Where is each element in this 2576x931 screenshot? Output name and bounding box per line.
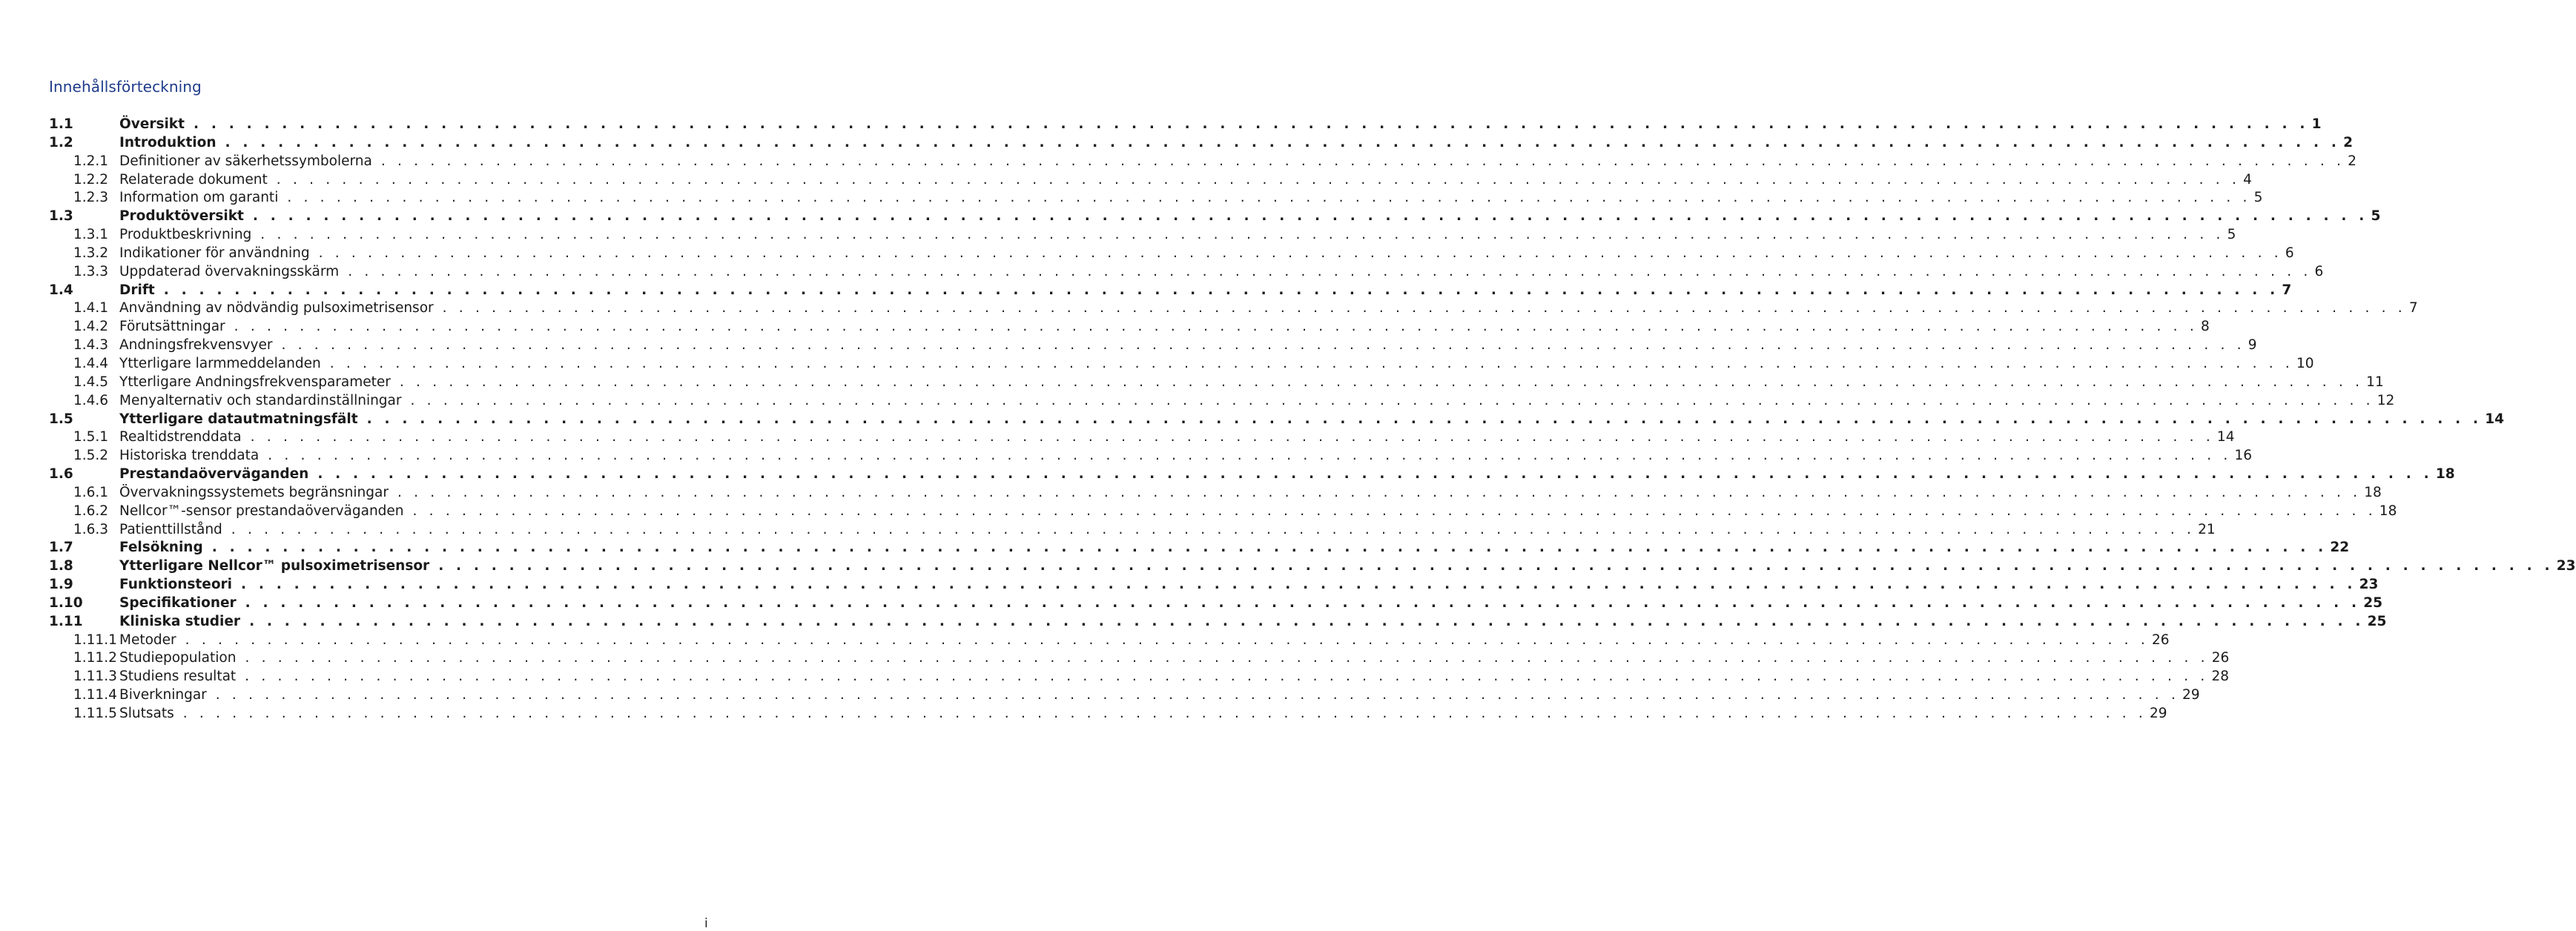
toc-entry-line [119, 521, 2216, 540]
toc-entry-number: 1.11 [49, 613, 83, 629]
toc-entry-label: Ytterligare Nellcor™ pulsoximetrisensor [119, 558, 430, 574]
toc-dot-leader: . . . . . . . . . . . . . . . . . . . . . . . . . . . . . . . . . . . . . . . . . . . . . . . . . . . . . . . . . . . . . . . . . . . . . . . . . . . . . . . . . . . . . . . . . . . . . . . . . . . . . . . . . . . . . . . . . . . . . . . . [215, 687, 2180, 703]
toc-entry[interactable] [49, 153, 2357, 171]
toc-entry-page: 14 [2216, 429, 2235, 445]
toc-entry-page: 18 [2364, 484, 2382, 500]
toc-entry-page: 18 [2379, 503, 2397, 519]
toc-dot-leader: . . . . . . . . . . . . . . . . . . . . . . . . . . . . . . . . . . . . . . . . . . . . . . . . . . . . . . . . . . . . . . . . . . . . . . . . . . . . . . . . . . . . . . . . . . . . . . . . . . . . . . . . . . . . . . . . . . . . . . . . [317, 466, 2433, 483]
toc-entry-number: 1.5 [49, 411, 73, 427]
toc-entry[interactable] [49, 282, 2292, 300]
toc-entry-page: 21 [2198, 521, 2216, 537]
toc-entry-page: 10 [2296, 355, 2314, 371]
toc-dot-leader: . . . . . . . . . . . . . . . . . . . . . . . . . . . . . . . . . . . . . . . . . . . . . . . . . . . . . . . . . . . . . . . . . . . . . . . . . . . . . . . . . . . . . . . . . . . . . . . . . . . . . . . . . . . . . . . . . . . . . . . . [260, 227, 2225, 243]
toc-entry-number: 1.2.2 [73, 171, 109, 188]
toc-entry-number: 1.4.3 [73, 337, 109, 354]
toc-entry[interactable] [49, 594, 2383, 613]
toc-entry-number: 1.7 [49, 540, 73, 556]
toc-entry-line [119, 116, 2322, 134]
toc-entry-line [119, 632, 2170, 650]
toc-entry[interactable] [49, 521, 2216, 540]
toc-dot-leader: . . . . . . . . . . . . . . . . . . . . . . . . . . . . . . . . . . . . . . . . . . . . . . . . . . . . . . . . . . . . . . . . . . . . . . . . . . . . . . . . . . . . . . . . . . . . . . . . . . . . . . . . . . . . . . . . . . . . . . . . [231, 521, 2196, 537]
toc-entry-label: Produktbeskrivning [119, 227, 252, 243]
toc-dot-leader: . . . . . . . . . . . . . . . . . . . . . . . . . . . . . . . . . . . . . . . . . . . . . . . . . . . . . . . . . . . . . . . . . . . . . . . . . . . . . . . . . . . . . . . . . . . . . . . . . . . . . . . . . . . . . . . . . . . . . . . . [193, 116, 2309, 132]
toc-entry-page: 25 [2367, 613, 2387, 629]
toc-entry[interactable] [49, 374, 2384, 392]
toc-entry-number: 1.9 [49, 577, 73, 593]
toc-entry-label: Studiepopulation [119, 650, 237, 666]
toc-entry[interactable] [49, 686, 2200, 705]
toc-entry-line [119, 134, 2353, 153]
toc-entry-label: Produktöversikt [119, 208, 244, 225]
toc-entry-label: Användning av nödvändig pulsoximetrisensor [119, 300, 434, 317]
toc-entry-line [119, 466, 2455, 484]
toc-entry-line [119, 428, 2235, 447]
toc-dot-leader: . . . . . . . . . . . . . . . . . . . . . . . . . . . . . . . . . . . . . . . . . . . . . . . . . . . . . . . . . . . . . . . . . . . . . . . . . . . . . . . . . . . . . . . . . . . . . . . . . . . . . . . . . . . . . . . . . . . . . . . . [245, 669, 2209, 685]
toc-entry-number: 1.2 [49, 134, 73, 150]
toc-dot-leader: . . . . . . . . . . . . . . . . . . . . . . . . . . . . . . . . . . . . . . . . . . . . . . . . . . . . . . . . . . . . . . . . . . . . . . . . . . . . . . . . . . . . . . . . . . . . . . . . . . . . . . . . . . . . . . . . . . . . . . . . [268, 448, 2232, 464]
toc-entry[interactable] [49, 411, 2504, 429]
toc-dot-leader: . . . . . . . . . . . . . . . . . . . . . . . . . . . . . . . . . . . . . . . . . . . . . . . . . . . . . . . . . . . . . . . . . . . . . . . . . . . . . . . . . . . . . . . . . . . . . . . . . . . . . . . . . . . . . . . . . . . . . . . . [182, 706, 2147, 721]
toc-dot-leader: . . . . . . . . . . . . . . . . . . . . . . . . . . . . . . . . . . . . . . . . . . . . . . . . . . . . . . . . . . . . . . . . . . . . . . . . . . . . . . . . . . . . . . . . . . . . . . . . . . . . . . . . . . . . . . . . . . . . . . . . [225, 134, 2341, 150]
toc-entry[interactable] [49, 428, 2235, 447]
toc-entry-number: 1.3 [49, 208, 73, 225]
toc-entry[interactable] [49, 632, 2170, 650]
toc-dot-leader: . . . . . . . . . . . . . . . . . . . . . . . . . . . . . . . . . . . . . . . . . . . . . . . . . . . . . . . . . . . . . . . . . . . . . . . . . . . . . . . . . . . . . . . . . . . . . . . . . . . . . . . . . . . . . . . . . . . . . . . . [399, 374, 2364, 390]
toc-entry-number: 1.4 [49, 282, 73, 298]
toc-heading: Innehållsförteckning [49, 78, 202, 96]
toc-entry-line [119, 263, 2324, 282]
toc-entry[interactable] [49, 539, 2350, 557]
page-number: i [704, 916, 708, 931]
toc-entry[interactable] [49, 447, 2253, 466]
toc-entry-page: 12 [2377, 392, 2395, 408]
toc-entry-label: Metoder [119, 632, 176, 648]
toc-dot-leader: . . . . . . . . . . . . . . . . . . . . . . . . . . . . . . . . . . . . . . . . . . . . . . . . . . . . . . . . . . . . . . . . . . . . . . . . . . . . . . . . . . . . . . . . . . . . . . . . . . . . . . . . . . . . . . . . . . . . . . . . [234, 319, 2198, 335]
toc-entry-line [119, 557, 2576, 576]
toc-entry[interactable] [49, 208, 2381, 226]
toc-entry[interactable] [49, 189, 2263, 208]
toc-dot-leader: . . . . . . . . . . . . . . . . . . . . . . . . . . . . . . . . . . . . . . . . . . . . . . . . . . . . . . . . . . . . . . . . . . . . . . . . . . . . . . . . . . . . . . . . . . . . . . . . . . . . . . . . . . . . . . . . . . . . . . . . [281, 337, 2245, 354]
toc-entry-page: 26 [2151, 632, 2170, 648]
toc-entry-label: Andningsfrekvensvyer [119, 337, 273, 354]
toc-entry[interactable] [49, 557, 2576, 576]
toc-entry-number: 1.4.1 [73, 300, 109, 317]
toc-entry-number: 1.6 [49, 466, 73, 483]
toc-entry-label: Information om garanti [119, 190, 279, 206]
toc-entry[interactable] [49, 318, 2210, 337]
toc-dot-leader: . . . . . . . . . . . . . . . . . . . . . . . . . . . . . . . . . . . . . . . . . . . . . . . . . . . . . . . . . . . . . . . . . . . . . . . . . . . . . . . . . . . . . . . . . . . . . . . . . . . . . . . . . . . . . . . . . . . . . . . . [380, 153, 2345, 169]
toc-entry-page: 16 [2234, 448, 2253, 464]
toc-entry-number: 1.2.1 [73, 153, 109, 169]
toc-entry-label: Uppdaterad övervakningsskärm [119, 263, 340, 279]
toc-entry[interactable] [49, 134, 2353, 153]
toc-entry-page: 6 [2285, 245, 2294, 261]
toc-entry-label: Översikt [119, 116, 185, 132]
toc-entry-label: Specifikationer [119, 594, 237, 611]
toc-entry-number: 1.11.5 [73, 706, 117, 721]
toc-entry-label: Slutsats [119, 706, 174, 721]
toc-entry-label: Studiens resultat [119, 669, 237, 685]
toc-entry-line [119, 171, 2252, 190]
toc-entry-label: Felsökning [119, 540, 203, 556]
toc-entry[interactable] [49, 668, 2229, 686]
toc-entry-page: 11 [2366, 374, 2384, 390]
toc-entry-page: 23 [2359, 577, 2379, 593]
toc-entry-line [119, 705, 2167, 723]
toc-entry-page: 5 [2253, 190, 2263, 206]
toc-entry[interactable] [49, 466, 2455, 484]
toc-entry-number: 1.11.4 [73, 687, 117, 703]
toc-entry-page: 18 [2435, 466, 2455, 483]
toc-entry[interactable] [49, 263, 2324, 282]
toc-entry-number: 1.11.1 [73, 632, 117, 648]
toc-dot-leader: . . . . . . . . . . . . . . . . . . . . . . . . . . . . . . . . . . . . . . . . . . . . . . . . . . . . . . . . . . . . . . . . . . . . . . . . . . . . . . . . . . . . . . . . . . . . . . . . . . . . . . . . . . . . . . . . . . . . . . . . [245, 650, 2209, 666]
toc-entry-line [119, 649, 2230, 668]
toc-dot-leader: . . . . . . . . . . . . . . . . . . . . . . . . . . . . . . . . . . . . . . . . . . . . . . . . . . . . . . . . . . . . . . . . . . . . . . . . . . . . . . . . . . . . . . . . . . . . . . . . . . . . . . . . . . . . . . . . . . . . . . . . [348, 263, 2312, 279]
toc-entry-line [119, 686, 2200, 705]
toc-entry-number: 1.2.3 [73, 190, 109, 206]
toc-dot-leader: . . . . . . . . . . . . . . . . . . . . . . . . . . . . . . . . . . . . . . . . . . . . . . . . . . . . . . . . . . . . . . . . . . . . . . . . . . . . . . . . . . . . . . . . . . . . . . . . . . . . . . . . . . . . . . . . . . . . . . . . [438, 558, 2554, 574]
toc-dot-leader: . . . . . . . . . . . . . . . . . . . . . . . . . . . . . . . . . . . . . . . . . . . . . . . . . . . . . . . . . . . . . . . . . . . . . . . . . . . . . . . . . . . . . . . . . . . . . . . . . . . . . . . . . . . . . . . . . . . . . . . . [410, 392, 2374, 408]
toc-entry-page: 5 [2371, 208, 2381, 225]
toc-entry-number: 1.10 [49, 594, 83, 611]
toc-entry-line [119, 484, 2382, 503]
toc-entry[interactable] [49, 171, 2252, 190]
toc-dot-leader: . . . . . . . . . . . . . . . . . . . . . . . . . . . . . . . . . . . . . . . . . . . . . . . . . . . . . . . . . . . . . . . . . . . . . . . . . . . . . . . . . . . . . . . . . . . . . . . . . . . . . . . . . . . . . . . . . . . . . . . . [211, 540, 2328, 556]
toc-entry-line [119, 282, 2292, 300]
toc-entry-label: Patienttillstånd [119, 521, 222, 537]
toc-entry-page: 2 [2348, 153, 2357, 169]
toc-entry-page: 28 [2211, 669, 2229, 685]
toc-entry-number: 1.3.3 [73, 263, 109, 279]
toc-entry-line [119, 208, 2381, 226]
toc-entry[interactable] [49, 337, 2257, 355]
toc-entry-page: 23 [2556, 558, 2576, 574]
toc-entry-line [119, 318, 2210, 337]
toc-entry[interactable] [49, 299, 2418, 318]
toc-dot-leader: . . . . . . . . . . . . . . . . . . . . . . . . . . . . . . . . . . . . . . . . . . . . . . . . . . . . . . . . . . . . . . . . . . . . . . . . . . . . . . . . . . . . . . . . . . . . . . . . . . . . . . . . . . . . . . . . . . . . . . . . [318, 245, 2282, 261]
toc-dot-leader: . . . . . . . . . . . . . . . . . . . . . . . . . . . . . . . . . . . . . . . . . . . . . . . . . . . . . . . . . . . . . . . . . . . . . . . . . . . . . . . . . . . . . . . . . . . . . . . . . . . . . . . . . . . . . . . . . . . . . . . . [397, 484, 2362, 500]
toc-entry-line [119, 153, 2357, 171]
toc-entry-label: Nellcor™-sensor prestandaöverväganden [119, 503, 404, 519]
toc-entry-line [119, 576, 2379, 594]
toc-entry-number: 1.4.5 [73, 374, 109, 390]
toc-entry-number: 1.8 [49, 558, 73, 574]
toc-dot-leader: . . . . . . . . . . . . . . . . . . . . . . . . . . . . . . . . . . . . . . . . . . . . . . . . . . . . . . . . . . . . . . . . . . . . . . . . . . . . . . . . . . . . . . . . . . . . . . . . . . . . . . . . . . . . . . . . . . . . . . . . [250, 429, 2214, 445]
toc-entry-number: 1.4.4 [73, 355, 109, 371]
toc-dot-leader: . . . . . . . . . . . . . . . . . . . . . . . . . . . . . . . . . . . . . . . . . . . . . . . . . . . . . . . . . . . . . . . . . . . . . . . . . . . . . . . . . . . . . . . . . . . . . . . . . . . . . . . . . . . . . . . . . . . . . . . . [329, 355, 2293, 371]
toc-entry-page: 8 [2200, 319, 2210, 335]
toc-entry-label: Introduktion [119, 134, 217, 150]
toc-entry-label: Övervakningssystemets begränsningar [119, 484, 389, 500]
toc-entry[interactable] [49, 649, 2230, 668]
toc-entry-label: Definitioner av säkerhetssymbolerna [119, 153, 372, 169]
toc-entry-line [119, 447, 2253, 466]
toc-entry-number: 1.4.6 [73, 392, 109, 408]
toc-entry-label: Ytterligare datautmatningsfält [119, 411, 358, 427]
toc-entry-label: Realtidstrenddata [119, 429, 242, 445]
toc-entry-line [119, 594, 2383, 613]
toc-entry-number: 1.5.2 [73, 448, 109, 464]
toc-entry-page: 26 [2211, 650, 2230, 666]
toc-entry[interactable] [49, 576, 2379, 594]
toc-dot-leader: . . . . . . . . . . . . . . . . . . . . . . . . . . . . . . . . . . . . . . . . . . . . . . . . . . . . . . . . . . . . . . . . . . . . . . . . . . . . . . . . . . . . . . . . . . . . . . . . . . . . . . . . . . . . . . . . . . . . . . . . [163, 282, 2279, 298]
toc-entry-number: 1.3.2 [73, 245, 109, 261]
toc-entry[interactable] [49, 613, 2387, 632]
toc-dot-leader: . . . . . . . . . . . . . . . . . . . . . . . . . . . . . . . . . . . . . . . . . . . . . . . . . . . . . . . . . . . . . . . . . . . . . . . . . . . . . . . . . . . . . . . . . . . . . . . . . . . . . . . . . . . . . . . . . . . . . . . . [287, 190, 2251, 206]
toc-entry-label: Biverkningar [119, 687, 207, 703]
toc-entry-line [119, 539, 2350, 557]
toc-entry-line [119, 503, 2397, 521]
toc-entry-number: 1.5.1 [73, 429, 109, 445]
toc-entry-page: 6 [2314, 263, 2324, 279]
toc-entry[interactable] [49, 226, 2236, 245]
toc-entry-number: 1.3.1 [73, 227, 109, 243]
toc-entry-line [119, 245, 2294, 263]
toc-entry-label: Ytterligare Andningsfrekvensparameter [119, 374, 391, 390]
toc-entry[interactable] [49, 245, 2294, 263]
toc-entry-line [119, 613, 2387, 632]
toc-entry-page: 29 [2150, 706, 2167, 721]
toc-dot-leader: . . . . . . . . . . . . . . . . . . . . . . . . . . . . . . . . . . . . . . . . . . . . . . . . . . . . . . . . . . . . . . . . . . . . . . . . . . . . . . . . . . . . . . . . . . . . . . . . . . . . . . . . . . . . . . . . . . . . . . . . [366, 411, 2483, 427]
toc-entry-label: Historiska trenddata [119, 448, 260, 464]
toc-entry-page: 4 [2243, 171, 2252, 188]
toc-entry-line [119, 337, 2257, 355]
toc-dot-leader: . . . . . . . . . . . . . . . . . . . . . . . . . . . . . . . . . . . . . . . . . . . . . . . . . . . . . . . . . . . . . . . . . . . . . . . . . . . . . . . . . . . . . . . . . . . . . . . . . . . . . . . . . . . . . . . . . . . . . . . . [412, 503, 2377, 519]
toc-entry-number: 1.6.3 [73, 521, 109, 537]
toc-entry-label: Relaterade dokument [119, 171, 268, 188]
toc-entry-label: Drift [119, 282, 155, 298]
toc-entry[interactable] [49, 116, 2322, 134]
toc-entry-label: Prestandaöverväganden [119, 466, 309, 483]
toc-entry-label: Ytterligare larmmeddelanden [119, 355, 321, 371]
toc-entry-label: Funktionsteori [119, 577, 233, 593]
toc-entry-page: 14 [2485, 411, 2504, 427]
toc-entry-label: Menyalternativ och standardinställningar [119, 392, 402, 408]
toc-entry-number: 1.11.3 [73, 669, 117, 685]
toc-entry-page: 2 [2343, 134, 2353, 150]
toc-entry-number: 1.6.1 [73, 484, 109, 500]
toc-entry-line [119, 226, 2236, 245]
toc-entry-page: 7 [2282, 282, 2292, 298]
toc-entry-line [119, 392, 2395, 411]
toc-entry[interactable] [49, 484, 2382, 503]
toc-entry-number: 1.6.2 [73, 503, 109, 519]
toc-entry-page: 29 [2182, 687, 2200, 703]
toc-dot-leader: . . . . . . . . . . . . . . . . . . . . . . . . . . . . . . . . . . . . . . . . . . . . . . . . . . . . . . . . . . . . . . . . . . . . . . . . . . . . . . . . . . . . . . . . . . . . . . . . . . . . . . . . . . . . . . . . . . . . . . . . [245, 594, 2361, 611]
toc-dot-leader: . . . . . . . . . . . . . . . . . . . . . . . . . . . . . . . . . . . . . . . . . . . . . . . . . . . . . . . . . . . . . . . . . . . . . . . . . . . . . . . . . . . . . . . . . . . . . . . . . . . . . . . . . . . . . . . . . . . . . . . . [185, 632, 2149, 648]
toc-dot-leader: . . . . . . . . . . . . . . . . . . . . . . . . . . . . . . . . . . . . . . . . . . . . . . . . . . . . . . . . . . . . . . . . . . . . . . . . . . . . . . . . . . . . . . . . . . . . . . . . . . . . . . . . . . . . . . . . . . . . . . . . [442, 300, 2406, 317]
toc-entry-label: Indikationer för användning [119, 245, 310, 261]
toc-entry-label: Förutsättningar [119, 319, 225, 335]
toc-entry-line [119, 411, 2504, 429]
toc-entry-page: 1 [2311, 116, 2322, 132]
toc-dot-leader: . . . . . . . . . . . . . . . . . . . . . . . . . . . . . . . . . . . . . . . . . . . . . . . . . . . . . . . . . . . . . . . . . . . . . . . . . . . . . . . . . . . . . . . . . . . . . . . . . . . . . . . . . . . . . . . . . . . . . . . . [252, 208, 2368, 225]
table-of-contents [49, 116, 2576, 723]
toc-entry-page: 5 [2227, 227, 2236, 243]
toc-entry-line [119, 189, 2263, 208]
toc-entry-page: 22 [2330, 540, 2350, 556]
toc-entry[interactable] [49, 705, 2167, 723]
toc-entry[interactable] [49, 355, 2314, 374]
toc-entry-number: 1.1 [49, 116, 73, 132]
toc-entry-label: Kliniska studier [119, 613, 241, 629]
toc-entry-line [119, 355, 2314, 374]
toc-dot-leader: . . . . . . . . . . . . . . . . . . . . . . . . . . . . . . . . . . . . . . . . . . . . . . . . . . . . . . . . . . . . . . . . . . . . . . . . . . . . . . . . . . . . . . . . . . . . . . . . . . . . . . . . . . . . . . . . . . . . . . . . [276, 171, 2241, 188]
toc-dot-leader: . . . . . . . . . . . . . . . . . . . . . . . . . . . . . . . . . . . . . . . . . . . . . . . . . . . . . . . . . . . . . . . . . . . . . . . . . . . . . . . . . . . . . . . . . . . . . . . . . . . . . . . . . . . . . . . . . . . . . . . . [249, 613, 2365, 629]
toc-entry-line [119, 299, 2418, 318]
toc-entry-number: 1.11.2 [73, 650, 117, 666]
toc-dot-leader: . . . . . . . . . . . . . . . . . . . . . . . . . . . . . . . . . . . . . . . . . . . . . . . . . . . . . . . . . . . . . . . . . . . . . . . . . . . . . . . . . . . . . . . . . . . . . . . . . . . . . . . . . . . . . . . . . . . . . . . . [241, 577, 2357, 593]
toc-entry[interactable] [49, 503, 2397, 521]
toc-entry[interactable] [49, 392, 2395, 411]
toc-entry-number: 1.4.2 [73, 319, 109, 335]
toc-entry-line [119, 374, 2384, 392]
toc-entry-page: 25 [2363, 594, 2383, 611]
toc-entry-line [119, 668, 2229, 686]
toc-entry-page: 7 [2408, 300, 2418, 317]
toc-entry-page: 9 [2248, 337, 2257, 354]
